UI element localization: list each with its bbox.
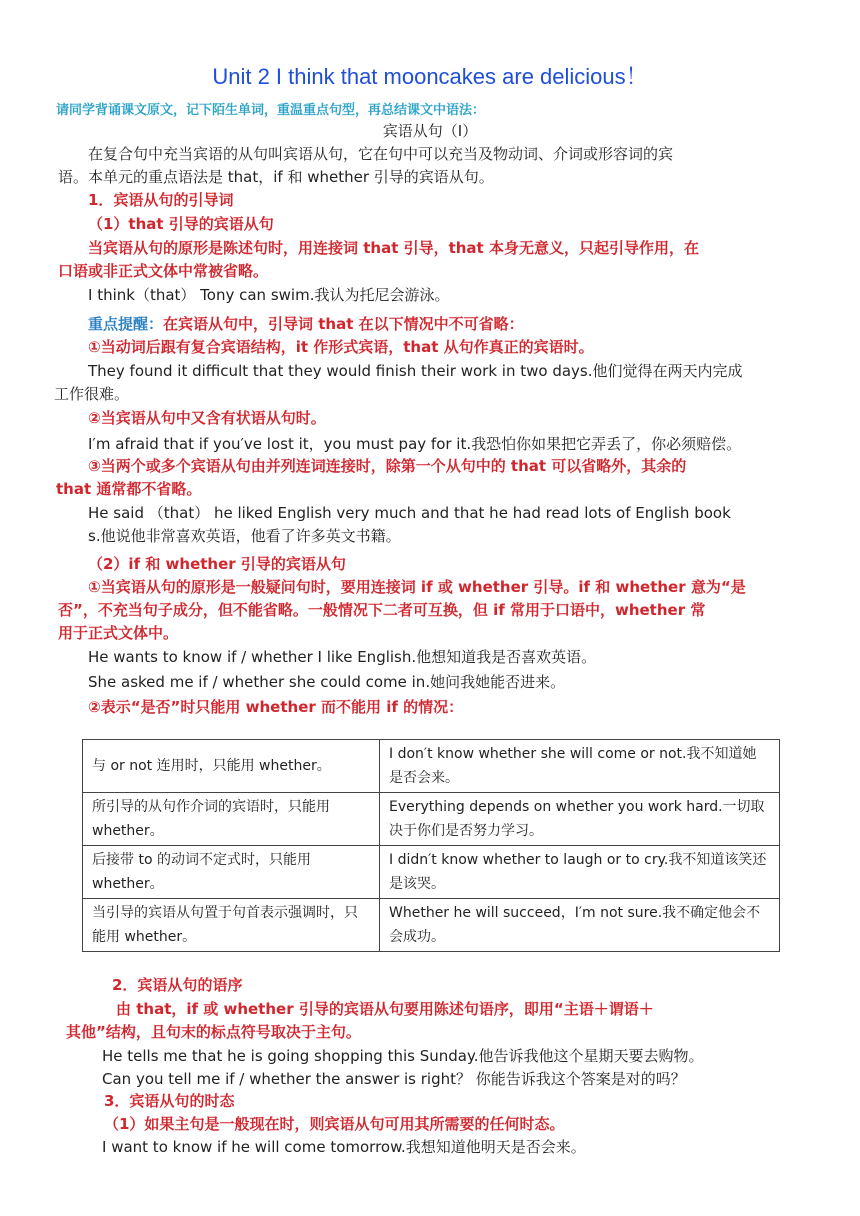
- rule-that-line-1: 当宾语从句的原形是陈述句时，用连接词 that 引导，that 本身无意义，只起引导作用，在: [88, 239, 699, 257]
- table-cell-example: I didn′t know whether to laugh or to cry.我不知道该笑还是该哭。: [380, 846, 780, 899]
- example-said-line-1: He said （that） he liked English very much and that he had read lots of English book: [88, 504, 731, 522]
- rule-order-line-1: 由 that，if 或 whether 引导的宾语从句要用陈述句语序，即用“主语＋谓语＋: [116, 1000, 654, 1018]
- intro-line-1: 在复合句中充当宾语的从句叫宾语从句，它在句中可以充当及物动词、介词或形容词的宾: [88, 145, 674, 163]
- tip-line: [88, 313, 524, 335]
- heading-2: 2．宾语从句的语序: [112, 976, 243, 994]
- case-1: ①当动词后跟有复合宾语结构，it 作形式宾语，that 从句作真正的宾语时。: [88, 338, 594, 356]
- tip-text: 在宾语从句中，引导词 that 在以下情况中不可省略：: [163, 315, 524, 333]
- heading-1: 1．宾语从句的引导词: [88, 191, 234, 209]
- table-cell-rule: 与 or not 连用时，只能用 whether。: [83, 740, 380, 793]
- rule-that-line-2: 口语或非正式文体中常被省略。: [58, 262, 269, 280]
- example-asked: She asked me if / whether she could come in.她问我她能否进来。: [88, 673, 566, 691]
- case-3-line-1: ③当两个或多个宾语从句由并列连词连接时，除第一个从句中的 that 可以省略外，其余的: [88, 457, 687, 475]
- table-row: [83, 740, 780, 793]
- whether-only-table: [82, 739, 780, 952]
- rule-if-line-1: ①当宾语从句的原形是一般疑问句时，要用连接词 if 或 whether 引导。if 和 whether 意为“是: [88, 578, 746, 596]
- heading-1-2: （2）if 和 whether 引导的宾语从句: [88, 555, 346, 573]
- heading-1-1: （1）that 引导的宾语从句: [88, 215, 274, 233]
- table-cell-rule: 所引导的从句作介词的宾语时，只能用 whether。: [83, 793, 380, 846]
- example-tony: I think（that） Tony can swim.我认为托尼会游泳。: [88, 286, 450, 304]
- case-3-line-2: that 通常都不省略。: [56, 480, 202, 498]
- example-want: I want to know if he will come tomorrow.我想知道他明天是否会来。: [102, 1138, 586, 1156]
- table-cell-rule: 当引导的宾语从句置于句首表示强调时，只能用 whether。: [83, 899, 380, 952]
- table-cell-example: Everything depends on whether you work hard.一切取决于你们是否努力学习。: [380, 793, 780, 846]
- section-title: 宾语从句（I）: [382, 122, 478, 140]
- example-afraid: I′m afraid that if you′ve lost it，you must pay for it.我恐怕你如果把它弄丢了，你必须赔偿。: [88, 435, 742, 453]
- instruction-line: 请同学背诵课文原文，记下陌生单词，重温重点句型，再总结课文中语法：: [56, 103, 486, 118]
- table-cell-example: Whether he will succeed，I′m not sure.我不确定他会不会成功。: [380, 899, 780, 952]
- tip-label: 重点提醒：: [88, 315, 164, 333]
- example-found-line-2: 工作很难。: [54, 385, 130, 403]
- table-cell-example: I don′t know whether she will come or not.我不知道她是否会来。: [380, 740, 780, 793]
- page-title: Unit 2 I think that mooncakes are delicious！: [212, 64, 648, 89]
- table-row: [83, 899, 780, 952]
- rule-if-line-2: 否”，不充当句子成分，但不能省略。一般情况下二者可互换，但 if 常用于口语中，whether 常: [58, 601, 706, 619]
- example-said-line-2: s.他说他非常喜欢英语，他看了许多英文书籍。: [88, 527, 401, 545]
- rule-order-line-2: 其他”结构，且句末的标点符号取决于主句。: [66, 1023, 361, 1041]
- intro-line-2: 语。本单元的重点语法是 that，if 和 whether 引导的宾语从句。: [58, 168, 494, 186]
- heading-3-1: （1）如果主句是一般现在时，则宾语从句可用其所需要的任何时态。: [104, 1115, 565, 1133]
- example-tells: He tells me that he is going shopping this Sunday.他告诉我他这个星期天要去购物。: [102, 1047, 704, 1065]
- case-2: ②当宾语从句中又含有状语从句时。: [88, 409, 326, 427]
- example-found-line-1: They found it difficult that they would finish their work in two days.他们觉得在两天内完成: [88, 362, 743, 380]
- rule-if-line-3: 用于正式文体中。: [58, 624, 179, 642]
- example-wants: He wants to know if / whether I like English.他想知道我是否喜欢英语。: [88, 648, 597, 666]
- table-row: [83, 846, 780, 899]
- table-cell-rule: 后接带 to 的动词不定式时，只能用 whether。: [83, 846, 380, 899]
- table-row: [83, 793, 780, 846]
- example-can: Can you tell me if / whether the answer is right？ 你能告诉我这个答案是对的吗？: [102, 1070, 686, 1088]
- rule-whether-only: ②表示“是否”时只能用 whether 而不能用 if 的情况：: [88, 698, 464, 716]
- heading-3: 3．宾语从句的时态: [104, 1092, 235, 1110]
